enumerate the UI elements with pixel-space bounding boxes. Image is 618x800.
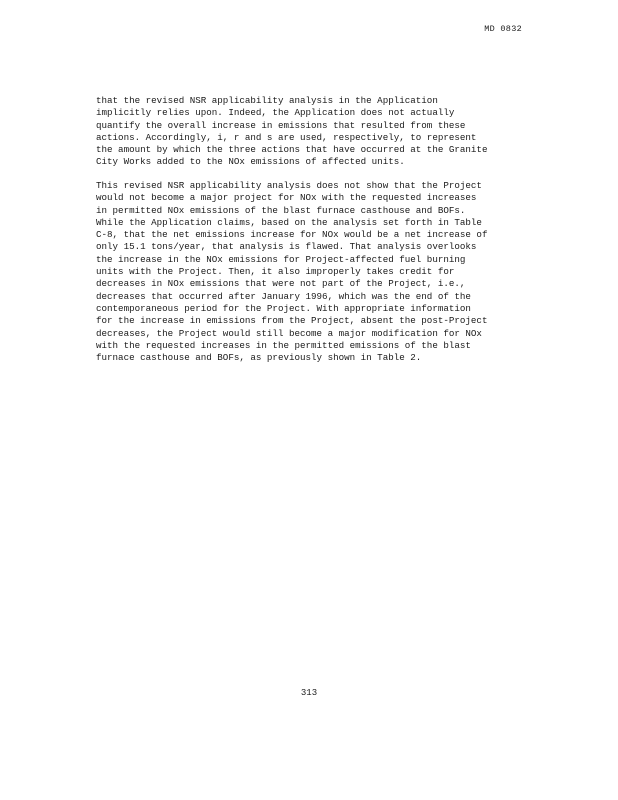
paragraph-2-text xyxy=(96,180,546,364)
paragraph-2 xyxy=(96,180,546,364)
text-line: actions. Accordingly, i, r and s are used, respectively, to represent xyxy=(96,131,477,143)
text-line: in permitted NOx emissions of the blast furnace casthouse and BOFs. xyxy=(96,204,466,216)
text-line: would not become a major project for NOx with the requested increases xyxy=(96,192,477,204)
text-line: the amount by which the three actions that have occurred at the Granite xyxy=(96,144,488,156)
text-line: While the Application claims, based on the analysis set forth in Table xyxy=(96,216,482,228)
text-line: units with the Project. Then, it also improperly takes credit for xyxy=(96,266,455,278)
text-line: City Works added to the NOx emissions of affected units. xyxy=(96,156,405,168)
text-line: This revised NSR applicability analysis does not show that the Project xyxy=(96,180,482,191)
text-line: that the revised NSR applicability analysis in the Application xyxy=(96,95,438,106)
paragraph-1-text xyxy=(96,95,546,169)
text-line: implicitly relies upon. Indeed, the Application does not actually xyxy=(96,107,455,119)
text-line: decreases in NOx emissions that were not part of the Project, i.e., xyxy=(96,278,466,290)
text-line: contemporaneous period for the Project. With appropriate information xyxy=(96,302,471,314)
text-line: with the requested increases in the permitted emissions of the blast xyxy=(96,339,471,351)
page-number: 313 xyxy=(300,688,318,698)
document-id-header: MD 0832 xyxy=(484,24,522,34)
text-line: furnace casthouse and BOFs, as previously shown in Table 2. xyxy=(96,352,422,364)
paragraph-1 xyxy=(96,95,546,169)
text-line: quantify the overall increase in emissions that resulted from these xyxy=(96,119,466,131)
text-line: C-8, that the net emissions increase for NOx would be a net increase of xyxy=(96,229,488,241)
text-line: the increase in the NOx emissions for Project-affected fuel burning xyxy=(96,253,466,265)
text-line: decreases, the Project would still become a major modification for NOx xyxy=(96,327,482,339)
text-line: decreases that occurred after January 1996, which was the end of the xyxy=(96,290,471,302)
text-line: for the increase in emissions from the Project, absent the post-Project xyxy=(96,315,488,327)
text-line: only 15.1 tons/year, that analysis is flawed. That analysis overlooks xyxy=(96,241,477,253)
